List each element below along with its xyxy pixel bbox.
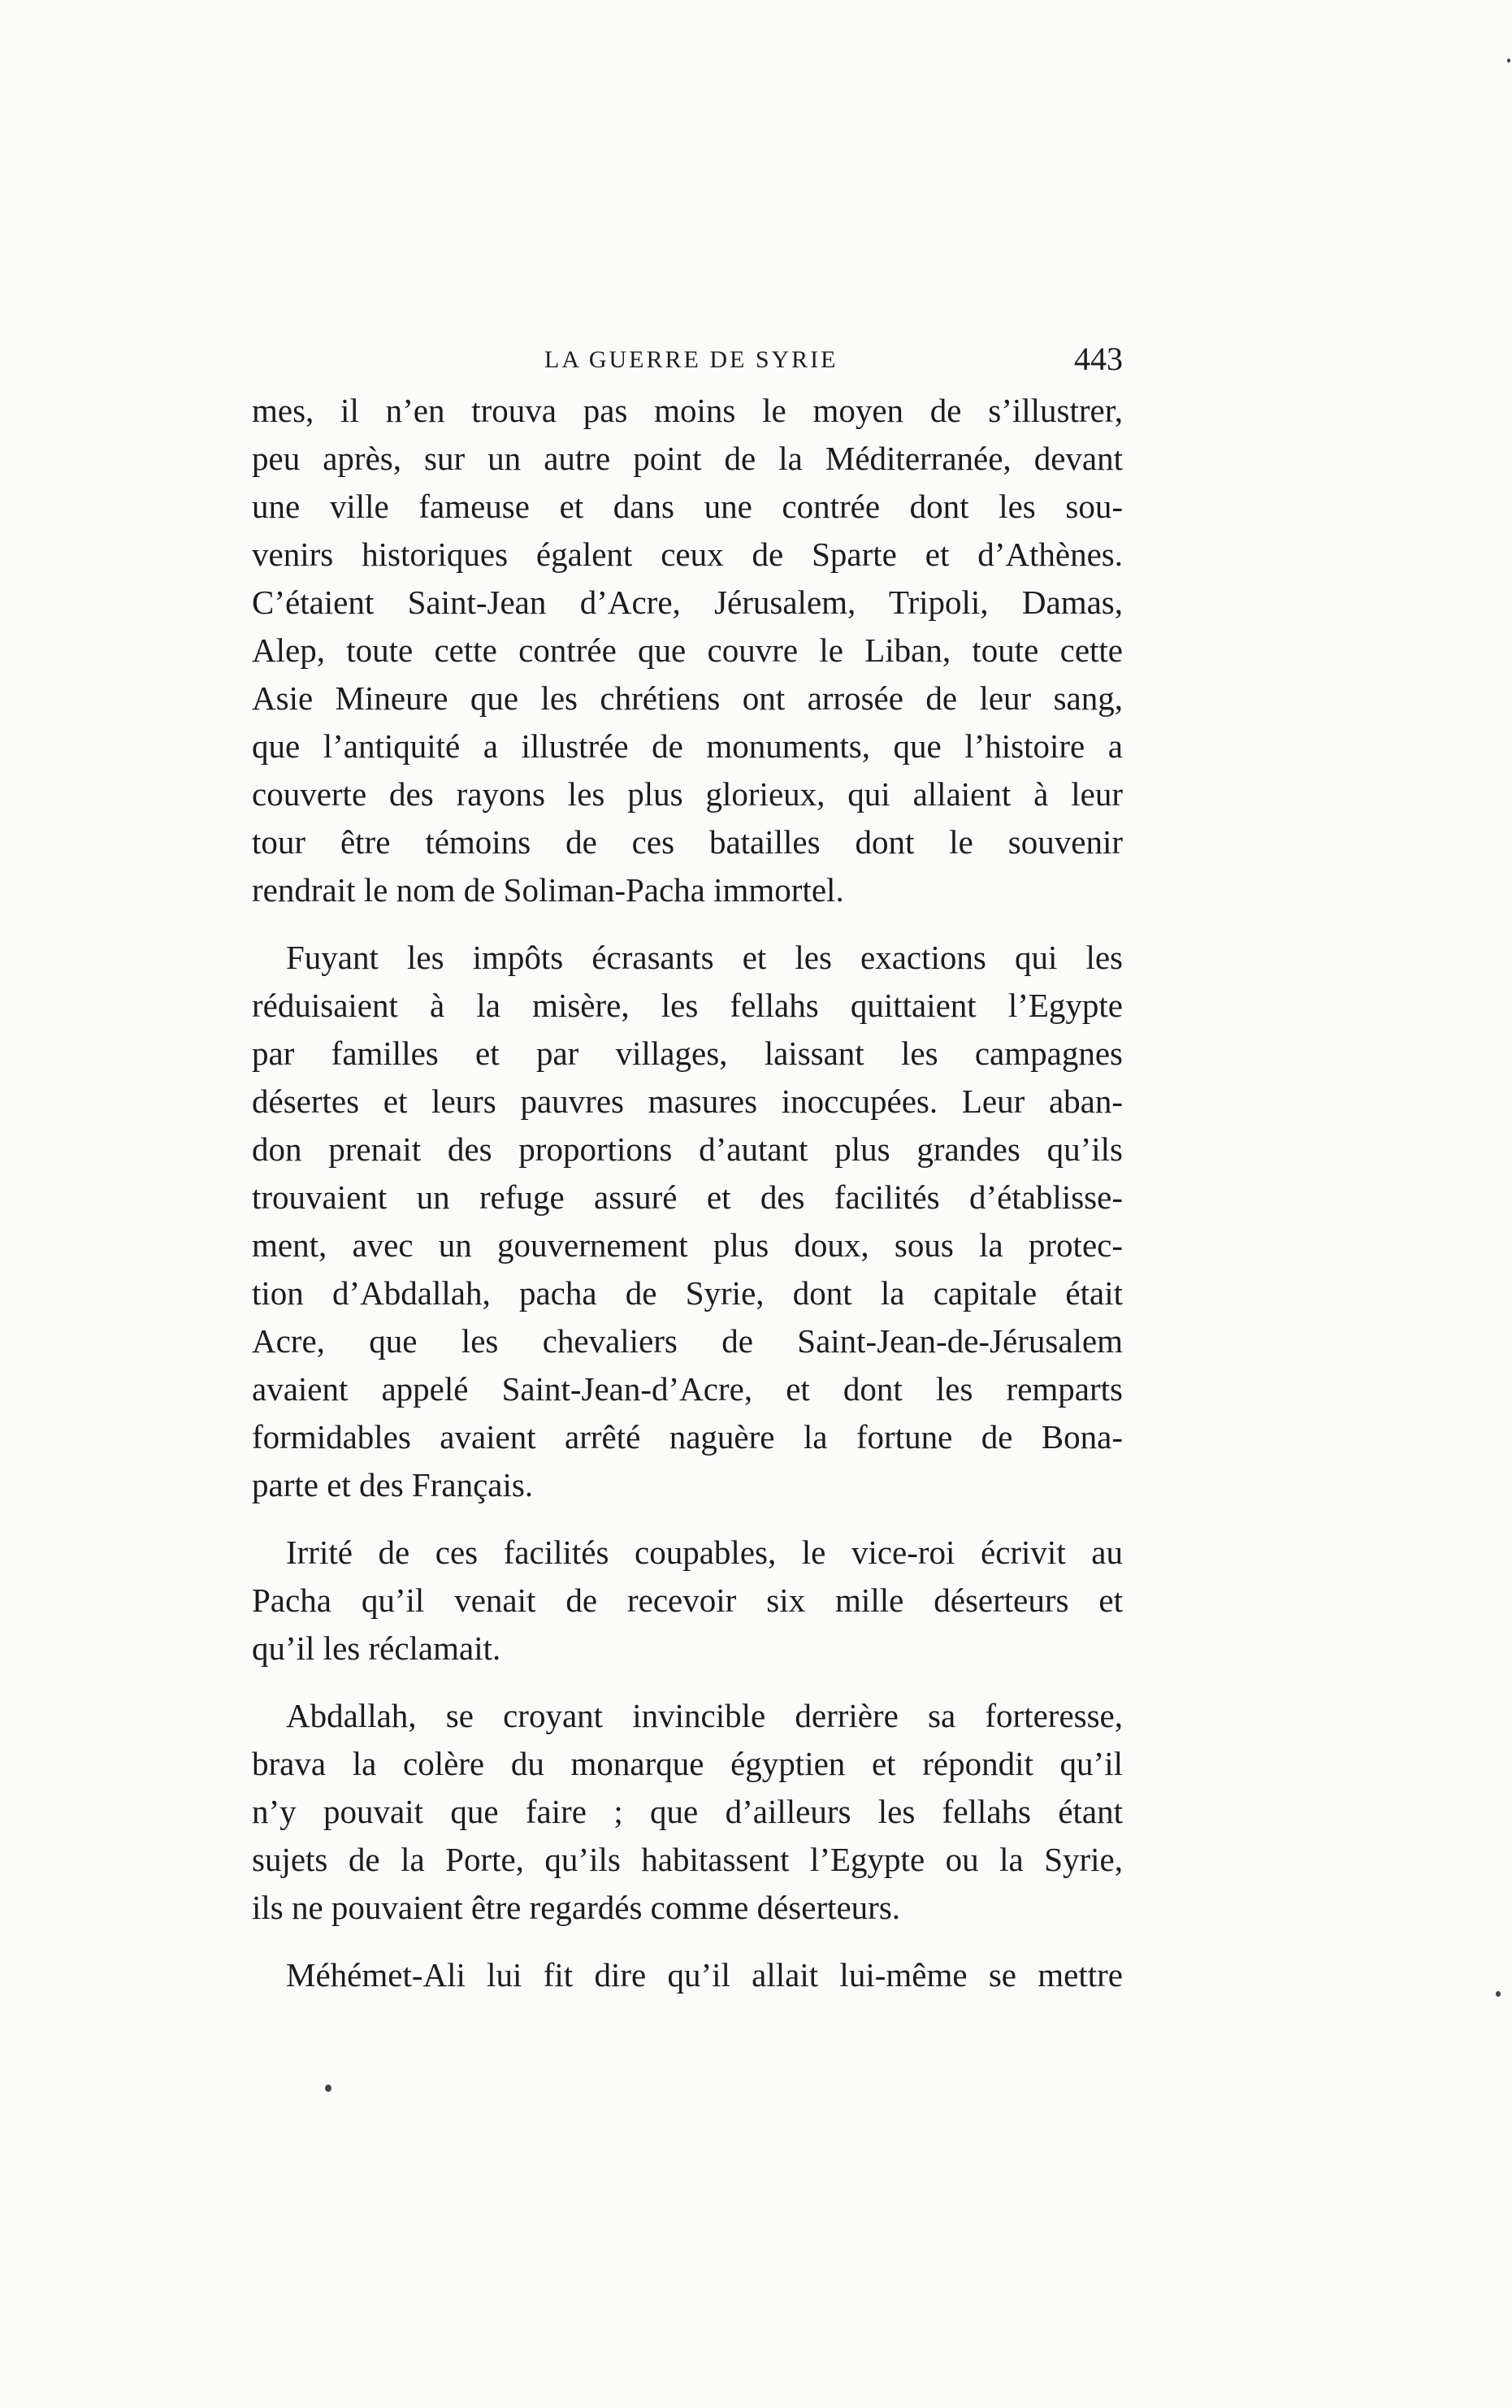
text-line: Pacha qu’il venait de recevoir six mille déserteurs et xyxy=(252,1581,1123,1619)
text-line: qu’il les réclamait. xyxy=(252,1629,501,1667)
text-line: Abdallah, se croyant invincible derrière sa forteresse, xyxy=(286,1697,1123,1734)
text-line: Asie Mineure que les chrétiens ont arrosée de leur sang, xyxy=(252,679,1123,717)
text-line: avaient appelé Saint-Jean-d’Acre, et dont les remparts xyxy=(252,1370,1123,1408)
paragraph-5 xyxy=(252,1951,1123,1999)
text-line: Irrité de ces facilités coupables, le vice-roi écrivit au xyxy=(286,1534,1123,1571)
text-line: C’étaient Saint-Jean d’Acre, Jérusalem, Tripoli, Damas, xyxy=(252,584,1123,621)
text-line: couverte des rayons les plus glorieux, qui allaient à leur xyxy=(252,775,1123,813)
text-line: Acre, que les chevaliers de Saint-Jean-de-Jérusalem xyxy=(252,1322,1123,1360)
text-line: tour être témoins de ces batailles dont le souvenir xyxy=(252,823,1123,861)
text-line: don prenait des proportions d’autant plus grandes qu’ils xyxy=(252,1130,1123,1168)
text-line: tion d’Abdallah, pacha de Syrie, dont la capitale était xyxy=(252,1274,1123,1312)
running-title: LA GUERRE DE SYRIE xyxy=(544,346,838,373)
scan-speck xyxy=(1507,59,1510,63)
paragraph-3 xyxy=(252,1529,1123,1673)
text-line: peu après, sur un autre point de la Méditerranée, devant xyxy=(252,440,1123,477)
text-line: désertes et leurs pauvres masures inoccupées. Leur aban- xyxy=(252,1083,1123,1120)
scan-speck xyxy=(1496,1991,1501,1997)
page-number: 443 xyxy=(1074,341,1123,377)
text-line: mes, il n’en trouva pas moins le moyen de s’illustrer, xyxy=(252,392,1123,429)
scan-speck xyxy=(325,2085,331,2092)
paragraph-2 xyxy=(252,934,1123,1509)
text-line: Fuyant les impôts écrasants et les exactions qui les xyxy=(286,939,1123,976)
text-line: une ville fameuse et dans une contrée dont les sou- xyxy=(252,488,1123,525)
body-text xyxy=(252,387,1123,2019)
text-line: n’y pouvait que faire ; que d’ailleurs les fellahs étant xyxy=(252,1793,1123,1830)
text-line: réduisaient à la misère, les fellahs quittaient l’Egypte xyxy=(252,987,1123,1024)
text-line: que l’antiquité a illustrée de monuments, que l’histoire a xyxy=(252,727,1123,765)
text-line: par familles et par villages, laissant les campagnes xyxy=(252,1035,1123,1072)
page-header xyxy=(252,340,1123,388)
paragraph-1 xyxy=(252,387,1123,914)
text-line: formidables avaient arrêté naguère la fortune de Bona- xyxy=(252,1418,1123,1456)
text-line: ils ne pouvaient être regardés comme déserteurs. xyxy=(252,1889,901,1926)
text-line: brava la colère du monarque égyptien et répondit qu’il xyxy=(252,1745,1123,1782)
paragraph-4 xyxy=(252,1692,1123,1932)
text-line: trouvaient un refuge assuré et des facilités d’établisse- xyxy=(252,1178,1123,1216)
text-line: venirs historiques égalent ceux de Sparte et d’Athènes. xyxy=(252,536,1123,573)
text-line: rendrait le nom de Soliman-Pacha immortel. xyxy=(252,871,844,909)
text-line: Méhémet-Ali lui fit dire qu’il allait lui-même se mettre xyxy=(286,1956,1123,1994)
text-line: Alep, toute cette contrée que couvre le Liban, toute cette xyxy=(252,631,1123,669)
text-line: ment, avec un gouvernement plus doux, sous la protec- xyxy=(252,1226,1123,1264)
text-line: parte et des Français. xyxy=(252,1466,534,1503)
text-line: sujets de la Porte, qu’ils habitassent l’Egypte ou la Syrie, xyxy=(252,1841,1123,1878)
